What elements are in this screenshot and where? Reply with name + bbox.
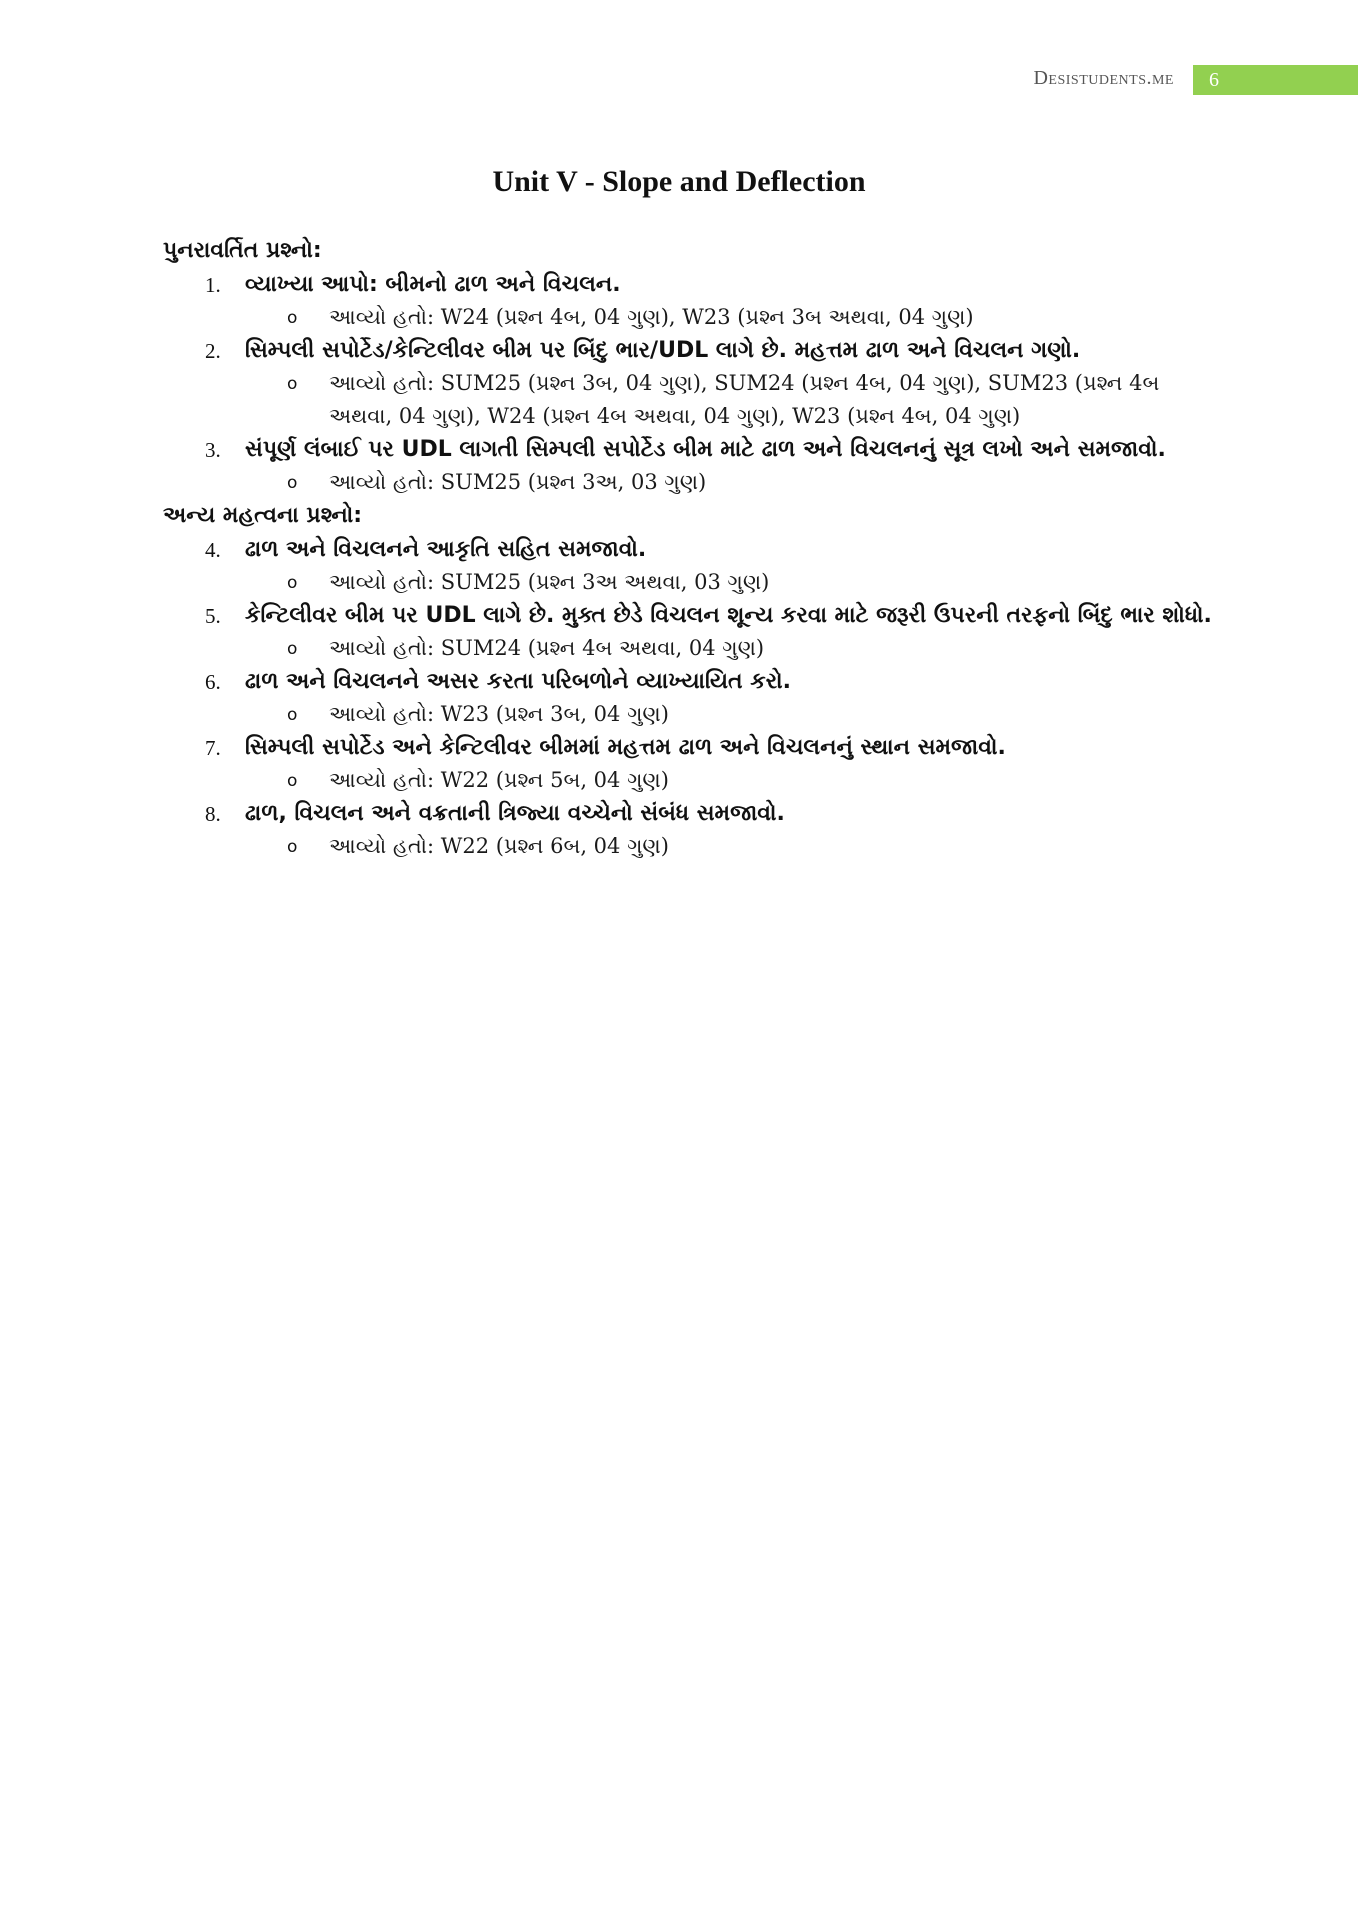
page-header <box>0 65 1358 95</box>
bullet-icon: o <box>287 705 298 725</box>
question-text: વ્યાખ્યા આપો: બીમનો ઢાળ અને વિચલન. <box>245 272 621 297</box>
question-item <box>163 268 1213 334</box>
page-number: 6 <box>1209 68 1219 91</box>
question-text: સિમ્પલી સપોર્ટેડ અને કેન્ટિલીવર બીમમાં મહત્તમ ઢાળ અને વિચલનનું સ્થાન સમજાવો. <box>245 735 1006 760</box>
asked-in-item <box>163 698 1213 731</box>
asked-in-text: આવ્યો હતો: SUM24 (પ્રશ્ન 4બ અથવા, 04 ગુણ) <box>329 636 765 660</box>
question-item <box>163 533 1213 599</box>
asked-in-text: આવ્યો હતો: W23 (પ્રશ્ન 3બ, 04 ગુણ) <box>329 702 669 726</box>
question-text: ઢાળ અને વિચલનને આકૃતિ સહિત સમજાવો. <box>245 537 647 562</box>
asked-in-text: આવ્યો હતો: SUM25 (પ્રશ્ન 3બ, 04 ગુણ), SUM24 (પ્રશ્ન 4બ, 04 ગુણ), SUM23 (પ્રશ્ન 4બ અથવા, 04 ગુણ), W24 (પ્રશ્ન 4બ અથવા, 04 ગુણ), W23 (પ્રશ્ન 4બ, 04 ગુણ) <box>329 371 1160 428</box>
question-number: 4. <box>205 538 221 562</box>
bullet-icon: o <box>287 837 298 857</box>
asked-in-item <box>163 764 1213 797</box>
section-heading: પુનરાવર્તિત પ્રશ્નો: <box>163 238 322 263</box>
asked-in-text: આવ્યો હતો: W24 (પ્રશ્ન 4બ, 04 ગુણ), W23 (પ્રશ્ન 3બ અથવા, 04 ગુણ) <box>329 305 974 329</box>
question-number: 6. <box>205 670 221 694</box>
asked-in-text: આવ્યો હતો: W22 (પ્રશ્ન 6બ, 04 ગુણ) <box>329 834 669 858</box>
question-number: 5. <box>205 604 221 628</box>
bullet-icon: o <box>287 771 298 791</box>
question-number: 7. <box>205 736 221 760</box>
asked-in-item <box>163 301 1213 334</box>
bullet-icon: o <box>287 308 298 328</box>
question-number: 2. <box>205 339 221 363</box>
asked-in-text: આવ્યો હતો: W22 (પ્રશ્ન 5બ, 04 ગુણ) <box>329 768 669 792</box>
bullet-icon: o <box>287 374 298 394</box>
site-name: Desistudents.me <box>1033 67 1174 89</box>
asked-in-text: આવ્યો હતો: SUM25 (પ્રશ્ન 3અ, 03 ગુણ) <box>329 470 707 494</box>
question-item <box>163 599 1213 665</box>
section-heading: અન્ય મહત્વના પ્રશ્નો: <box>163 503 363 528</box>
question-number: 8. <box>205 802 221 826</box>
asked-in-item <box>163 830 1213 863</box>
asked-in-text: આવ્યો હતો: SUM25 (પ્રશ્ન 3અ અથવા, 03 ગુણ) <box>329 570 770 594</box>
question-text: ઢાળ, વિચલન અને વક્રતાની ત્રિજ્યા વચ્ચેનો સંબંધ સમજાવો. <box>245 801 785 826</box>
question-item <box>163 433 1213 499</box>
asked-in-item <box>163 632 1213 665</box>
page-title: Unit V - Slope and Deflection <box>492 165 866 198</box>
bullet-icon: o <box>287 573 298 593</box>
question-text: ઢાળ અને વિચલનને અસર કરતા પરિબળોને વ્યાખ્યાયિત કરો. <box>245 669 791 694</box>
bullet-icon: o <box>287 639 298 659</box>
question-number: 1. <box>205 273 221 297</box>
question-item <box>163 797 1213 863</box>
question-text: સંપૂર્ણ લંબાઈ પર UDL લાગતી સિમ્પલી સપોર્ટેડ બીમ માટે ઢાળ અને વિચલનનું સૂત્ર લખો અને સમજાવો. <box>245 437 1166 462</box>
section-repeated <box>163 234 1213 499</box>
asked-in-item <box>163 367 1213 433</box>
question-text: સિમ્પલી સપોર્ટેડ/કેન્ટિલીવર બીમ પર બિંદુ ભાર/UDL લાગે છે. મહત્તમ ઢાળ અને વિચલન ગણો. <box>245 338 1081 363</box>
question-item <box>163 665 1213 731</box>
asked-in-item <box>163 566 1213 599</box>
asked-in-item <box>163 466 1213 499</box>
section-other-important <box>163 499 1213 863</box>
question-item <box>163 731 1213 797</box>
question-text: કેન્ટિલીવર બીમ પર UDL લાગે છે. મુક્ત છેડે વિચલન શૂન્ય કરવા માટે જરૂરી ઉપરની તરફનો બિંદુ ભાર શોધો. <box>245 603 1212 628</box>
page-number-box <box>1193 65 1358 95</box>
question-content <box>163 234 1213 863</box>
question-number: 3. <box>205 438 221 462</box>
question-item <box>163 334 1213 433</box>
bullet-icon: o <box>287 473 298 493</box>
